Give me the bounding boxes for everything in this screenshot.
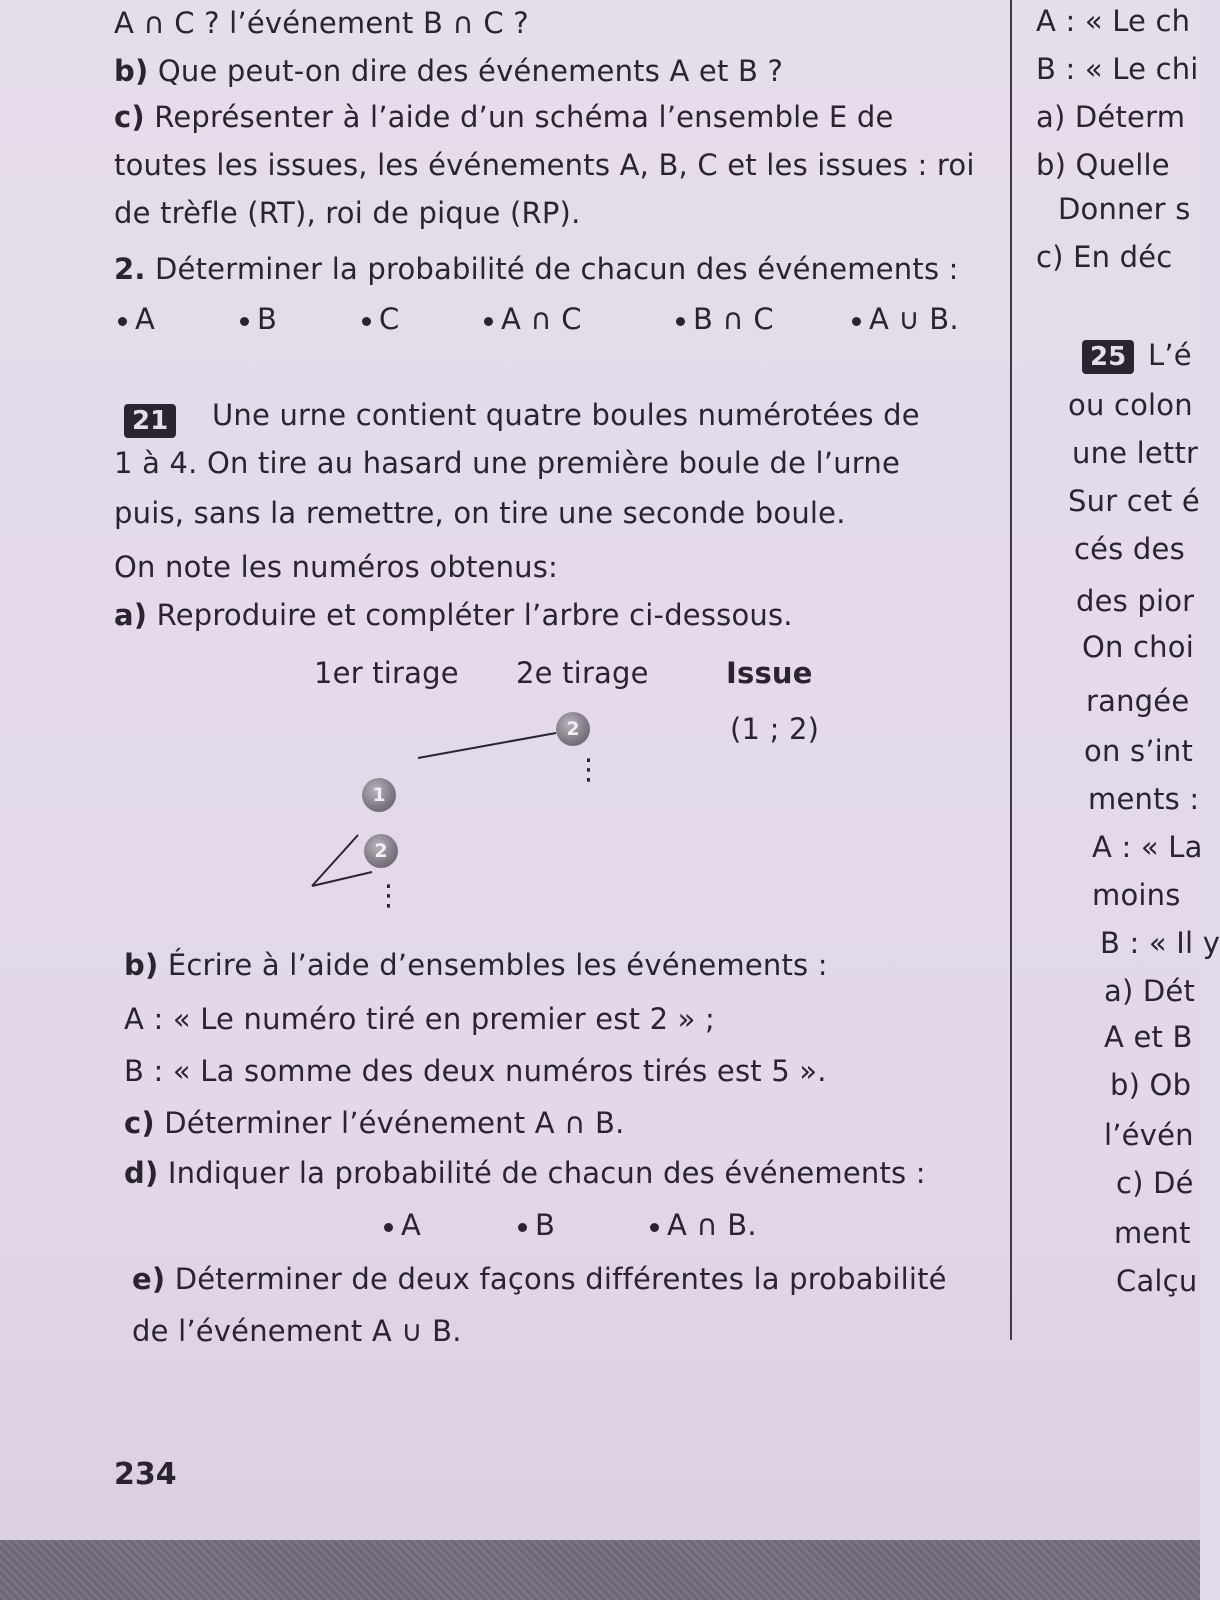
prev-c-label: c) xyxy=(114,100,145,134)
right-line: c) En déc xyxy=(1036,240,1173,274)
q2-text: Déterminer la probabilité de chacun des événements : xyxy=(155,252,959,286)
prev-question-c-line2: toutes les issues, les événements A, B, C et les issues : roi xyxy=(114,148,975,182)
previous-question-line: A ∩ C ? l’événement B ∩ C ? xyxy=(114,6,529,40)
right-line: ments : xyxy=(1088,782,1200,816)
bullet-icon xyxy=(118,317,127,326)
event-b-definition: B : « La somme des deux numéros tirés est 5 ». xyxy=(124,1054,827,1088)
tree-dots-first: ⋮ xyxy=(374,878,404,912)
right-line: Donner s xyxy=(1058,192,1191,226)
tree-header-first-draw: 1er tirage xyxy=(314,656,459,690)
question-a xyxy=(114,598,793,632)
bullet-icon xyxy=(384,1223,393,1232)
bullet-icon xyxy=(240,317,249,326)
bullet-icon xyxy=(362,317,371,326)
question-e-line1 xyxy=(132,1262,947,1296)
prev-c-text: Représenter à l’aide d’un schéma l’ensemble E de xyxy=(154,100,894,134)
right-line: A : « Le ch xyxy=(1036,4,1191,38)
prev-question-c-line1 xyxy=(114,100,893,134)
d-label: d) xyxy=(124,1156,159,1190)
question-c xyxy=(124,1106,625,1140)
exercise-21-badge: 21 xyxy=(124,404,176,438)
event-a-definition: A : « Le numéro tiré en premier est 2 » ; xyxy=(124,1002,715,1036)
right-line: moins xyxy=(1092,878,1181,912)
tree-dots-second: ⋮ xyxy=(574,752,604,786)
right-line: rangée xyxy=(1086,684,1190,718)
prev-question-c-line3: de trèfle (RT), roi de pique (RP). xyxy=(114,196,581,230)
tree-header-issue: Issue xyxy=(726,656,813,690)
prev-b-label: b) xyxy=(114,54,149,88)
b-text: Écrire à l’aide d’ensembles les événements : xyxy=(167,948,828,982)
right-line: b) Ob xyxy=(1110,1068,1192,1102)
q2-event-6: A ∪ B. xyxy=(852,302,959,336)
bullet-icon xyxy=(518,1223,527,1232)
right-line: une lettr xyxy=(1072,436,1199,470)
q2-event-2: B xyxy=(240,302,277,336)
ex21-line4: On note les numéros obtenus: xyxy=(114,550,559,584)
right-line: a) Déterm xyxy=(1036,100,1186,134)
ex21-line2: 1 à 4. On tire au hasard une première boule de l’urne xyxy=(114,446,901,480)
e-label: e) xyxy=(132,1262,166,1296)
page-number: 234 xyxy=(114,1457,177,1492)
question-d xyxy=(124,1156,926,1190)
bullet-icon xyxy=(484,317,493,326)
q2-event-5: B ∩ C xyxy=(676,302,774,336)
d-event-1: A xyxy=(384,1208,421,1242)
right-line: L’é xyxy=(1148,338,1192,372)
page-bottom-edge xyxy=(0,1540,1200,1600)
bullet-icon xyxy=(852,317,861,326)
right-line: ou colon xyxy=(1068,388,1193,422)
c-text: Déterminer l’événement A ∩ B. xyxy=(164,1106,625,1140)
tree-issue: (1 ; 2) xyxy=(730,712,820,746)
tree-header-second-draw: 2e tirage xyxy=(516,656,649,690)
prev-b-text: Que peut-on dire des événements A et B ? xyxy=(157,54,784,88)
tree-ball-first-next: 2 xyxy=(364,834,398,868)
ex21-line3: puis, sans la remettre, on tire une seconde boule. xyxy=(114,496,846,530)
q2-event-4: A ∩ C xyxy=(484,302,582,336)
right-line: B : « Il y xyxy=(1100,926,1220,960)
right-line: c) Dé xyxy=(1116,1166,1194,1200)
exercise-25-badge: 25 xyxy=(1082,340,1134,374)
bullet-icon xyxy=(650,1223,659,1232)
right-line: cés des xyxy=(1074,532,1185,566)
column-divider xyxy=(1010,0,1012,1340)
question-b xyxy=(124,948,828,982)
question-2 xyxy=(114,252,959,286)
prev-question-b xyxy=(114,54,783,88)
d-event-2: B xyxy=(518,1208,555,1242)
b-label: b) xyxy=(124,948,159,982)
tree-ball-first: 1 xyxy=(362,778,396,812)
q2-label: 2. xyxy=(114,252,146,286)
right-line: Sur cet é xyxy=(1068,484,1200,518)
e-text: Déterminer de deux façons différentes la probabilité xyxy=(174,1262,947,1296)
c-label: c) xyxy=(124,1106,155,1140)
right-line: des pior xyxy=(1076,584,1195,618)
a-label: a) xyxy=(114,598,148,632)
right-line: On choi xyxy=(1082,630,1194,664)
q2-event-1: A xyxy=(118,302,155,336)
right-line: b) Quelle xyxy=(1036,148,1170,182)
right-line: l’évén xyxy=(1104,1118,1194,1152)
ex21-line1: Une urne contient quatre boules numérotées de xyxy=(212,398,920,432)
right-line: A : « La xyxy=(1092,830,1203,864)
d-event-3: A ∩ B. xyxy=(650,1208,757,1242)
right-line: ment xyxy=(1114,1216,1191,1250)
right-line: A et B xyxy=(1104,1020,1193,1054)
tree-ball-second: 2 xyxy=(556,712,590,746)
bullet-icon xyxy=(676,317,685,326)
a-text: Reproduire et compléter l’arbre ci-dessous. xyxy=(156,598,793,632)
right-line: B : « Le chi xyxy=(1036,52,1199,86)
right-line: Calçu xyxy=(1116,1264,1198,1298)
right-line: a) Dét xyxy=(1104,974,1196,1008)
d-text: Indiquer la probabilité de chacun des événements : xyxy=(167,1156,926,1190)
question-e-line2: de l’événement A ∪ B. xyxy=(132,1314,462,1348)
q2-event-3: C xyxy=(362,302,399,336)
right-line: on s’int xyxy=(1084,734,1194,768)
